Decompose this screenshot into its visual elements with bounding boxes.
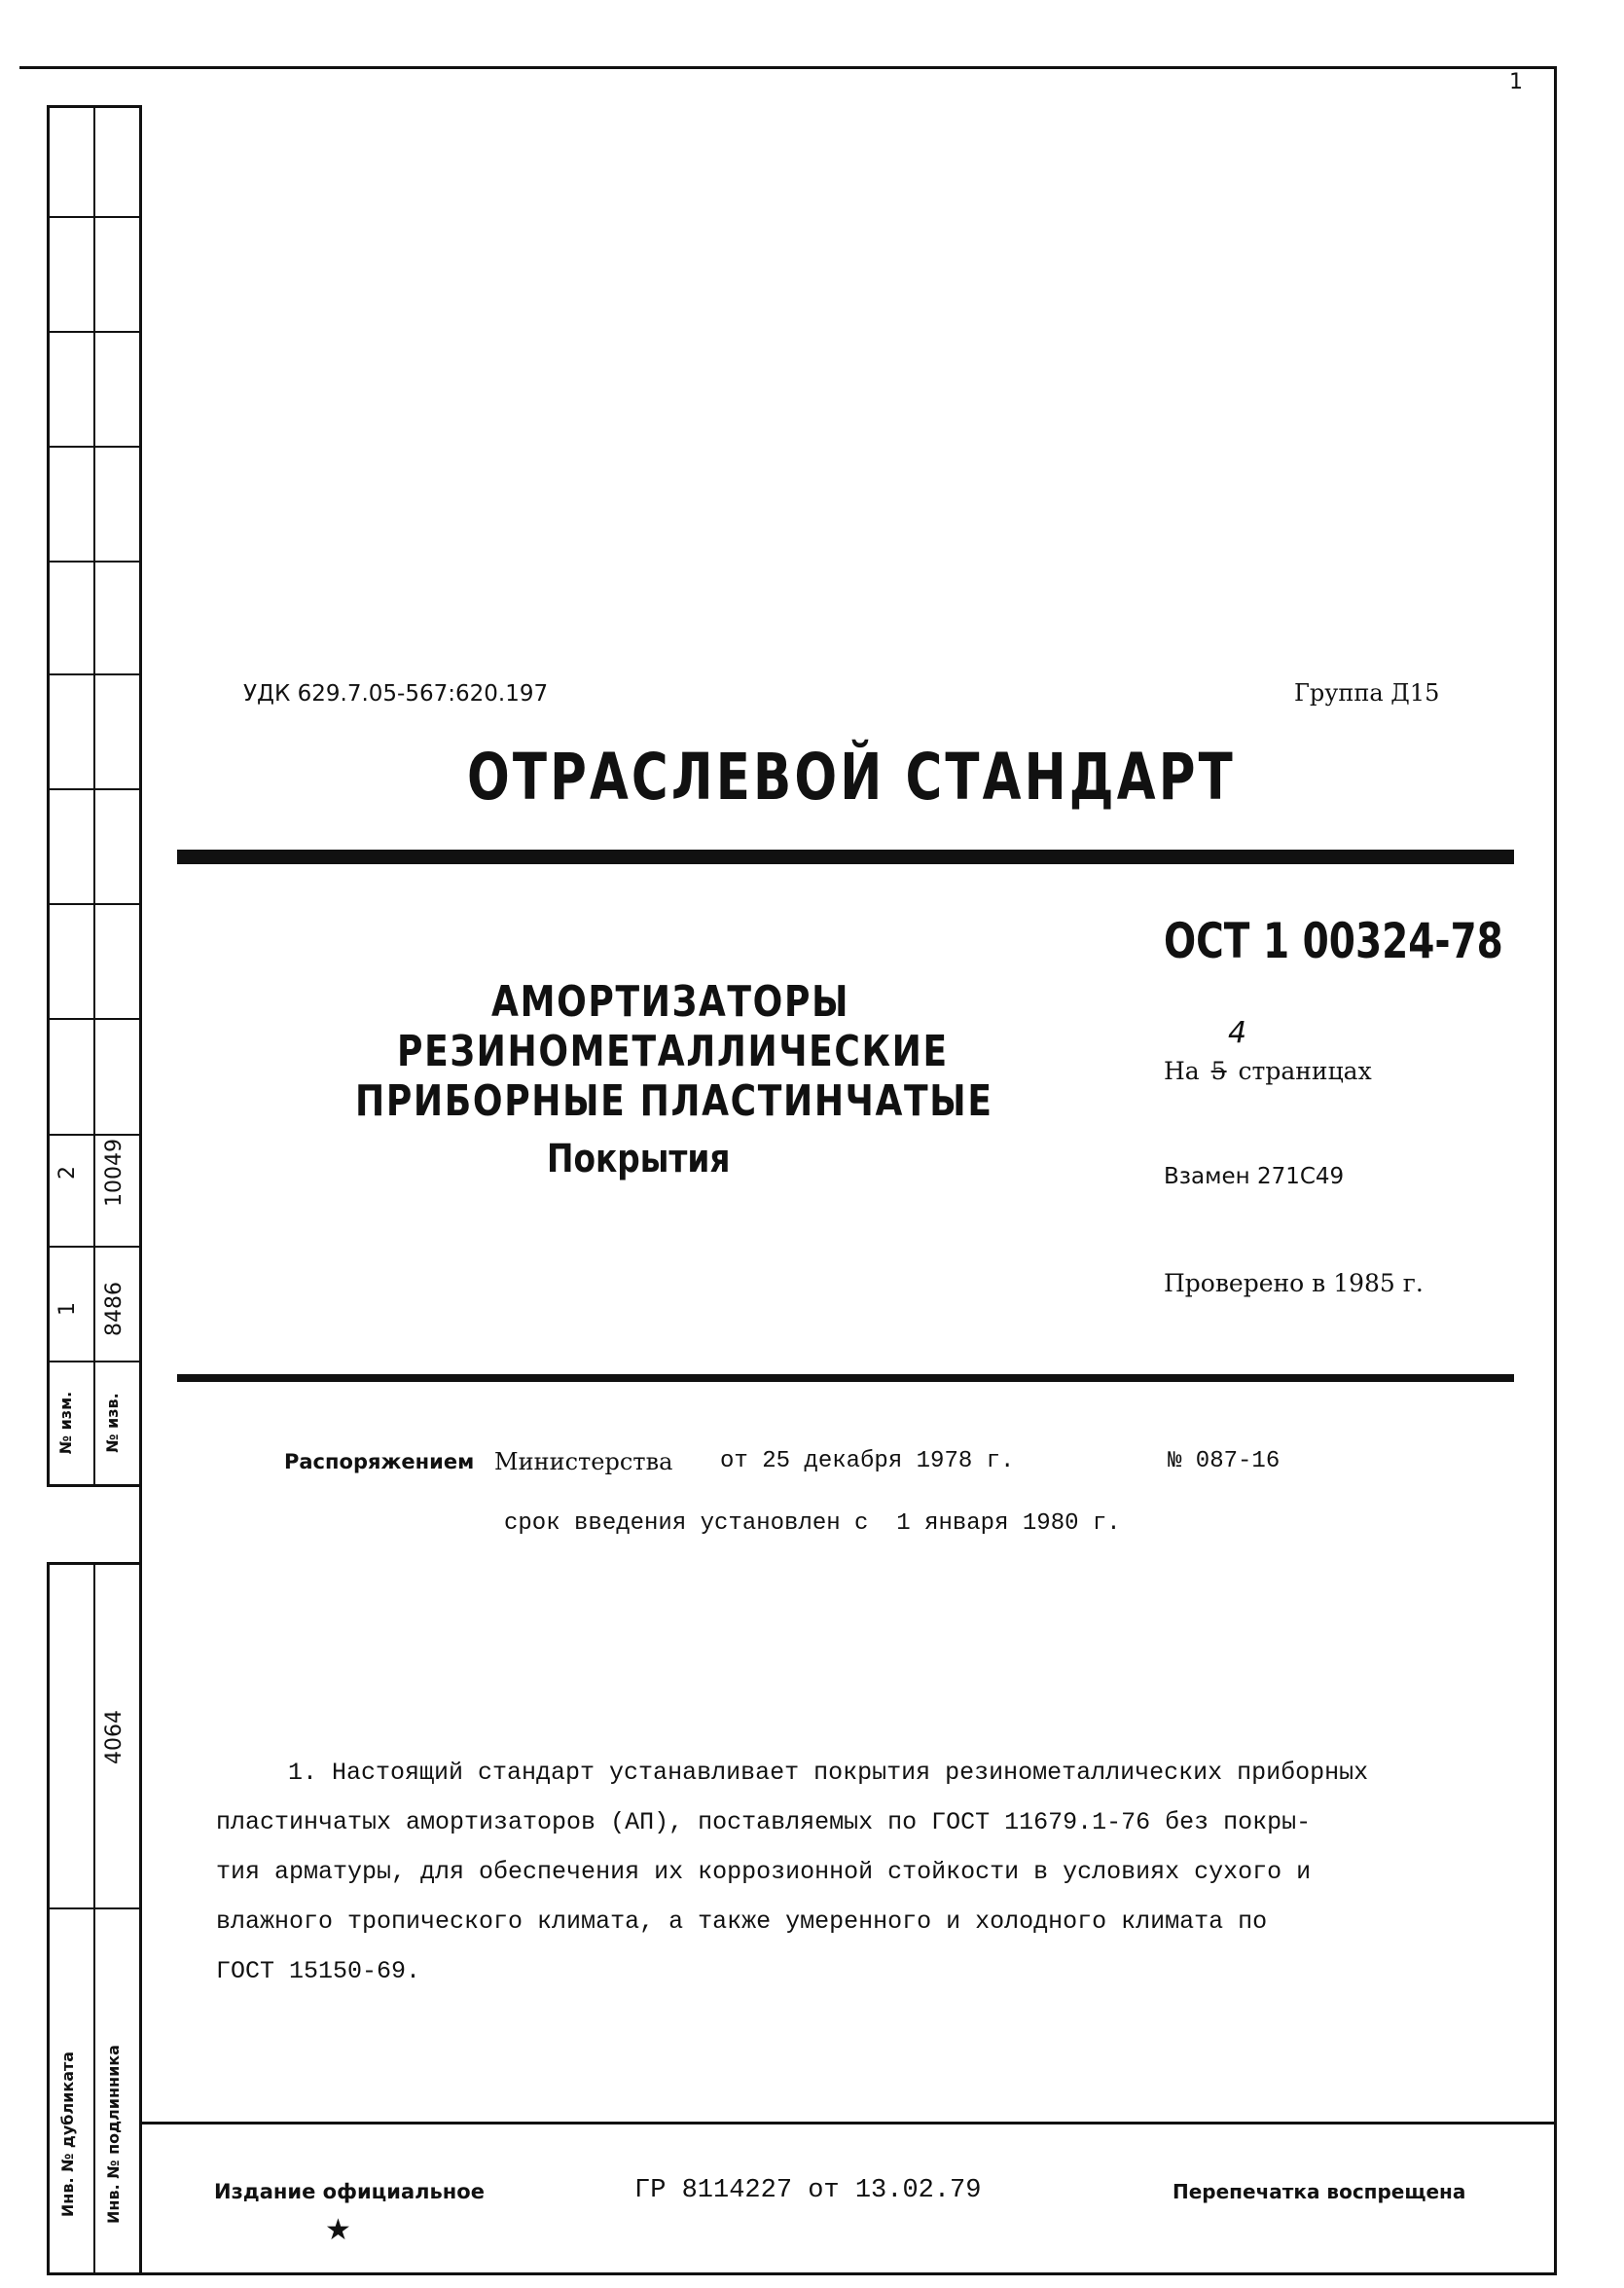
lower-table-top (47, 1562, 140, 1565)
notice-number-8486: 8486 (102, 1282, 126, 1336)
side-table-top (47, 105, 140, 108)
doc-title-line-3: ПРИБОРНЫЕ ПЛАСТИНЧАТЫЕ (355, 1076, 993, 1126)
udk-code: УДК 629.7.05-567:620.197 (243, 681, 549, 707)
side-table-inner-right (139, 105, 142, 2275)
replaces-standard: Взамен 271С49 (1164, 1164, 1345, 1189)
change-col-header: № изм. (56, 1391, 75, 1455)
inventory-duplicate-label: Инв. № дубликата (58, 2051, 77, 2218)
edition-star: ★ (325, 2213, 351, 2247)
side-table-row (47, 331, 140, 333)
change-number-2: 2 (55, 1166, 80, 1180)
official-edition: Издание официальное (214, 2180, 485, 2203)
side-table-mid (93, 105, 95, 1487)
identity-rule (177, 1374, 1514, 1382)
doc-subtitle: Покрытия (547, 1137, 731, 1181)
side-table-row (47, 788, 140, 790)
pages-count (1164, 1057, 1372, 1085)
side-table-row (47, 1246, 140, 1248)
order-label: Распоряжением (284, 1450, 475, 1473)
side-table-row (47, 561, 140, 563)
lower-table-left (47, 1562, 50, 2275)
order-number: № 087-16 (1168, 1448, 1281, 1474)
doc-title-line-1: АМОРТИЗАТОРЫ (491, 977, 850, 1027)
paragraph-line: 1. Настоящий стандарт устанавливает покрытия резинометаллических приборных (288, 1759, 1369, 1787)
group-code: Группа Д15 (1294, 679, 1440, 707)
order-date: от 25 декабря 1978 г. (720, 1448, 1015, 1474)
side-table-row (47, 216, 140, 218)
notice-number-10049: 10049 (102, 1139, 126, 1207)
page-title: ОТРАСЛЕВОЙ СТАНДАРТ (467, 740, 1236, 815)
top-border-line (19, 66, 1557, 69)
registration-number: ГР 8114227 от 13.02.79 (634, 2176, 982, 2205)
paragraph-line: тия арматуры, для обеспечения их коррозионной стойкости в условиях сухого и (216, 1858, 1312, 1886)
side-table-row (47, 446, 140, 448)
side-table-row (47, 1484, 140, 1487)
notice-col-header: № изв. (103, 1393, 122, 1453)
pages-struck-number: 5 (1210, 1057, 1227, 1085)
page-number: 1 (1509, 70, 1523, 94)
side-table-row (47, 673, 140, 675)
bottom-border-line (47, 2272, 1557, 2275)
reprint-notice: Перепечатка воспрещена (1173, 2180, 1466, 2203)
checked-year: Проверено в 1985 г. (1164, 1269, 1424, 1297)
pages-handwritten-number: 4 (1228, 1016, 1247, 1050)
paragraph-line: пластинчатых амортизаторов (АП), поставляемых по ГОСТ 11679.1-76 без покры- (216, 1808, 1312, 1836)
lower-table-mid (93, 1562, 95, 2275)
change-number-1: 1 (55, 1302, 80, 1316)
paragraph-line: ГОСТ 15150-69. (216, 1957, 421, 1985)
title-rule-thick (177, 850, 1514, 864)
side-table-outer-left (47, 105, 50, 1487)
effective-date: срок введения установлен с 1 января 1980 г. (504, 1510, 1121, 1537)
footer-rule (139, 2122, 1557, 2125)
order-ministry: Министерства (494, 1448, 673, 1475)
inventory-original-number: 4064 (102, 1710, 126, 1764)
body-paragraph (216, 1748, 1520, 1996)
pages-prefix: На (1164, 1057, 1200, 1085)
ost-number: ОСТ 1 00324-78 (1164, 913, 1503, 969)
side-table-row (47, 903, 140, 905)
doc-title-line-2: РЕЗИНОМЕТАЛЛИЧЕСКИЕ (397, 1027, 949, 1076)
paragraph-line: влажного тропического климата, а также умеренного и холодного климата по (216, 1907, 1268, 1936)
pages-suffix: страницах (1238, 1057, 1372, 1085)
side-table-row (47, 1018, 140, 1020)
side-table-row (47, 1361, 140, 1362)
right-border-line (1554, 66, 1557, 2275)
lower-table-row (47, 1907, 140, 1909)
inventory-original-label: Инв. № подлинника (104, 2045, 123, 2224)
